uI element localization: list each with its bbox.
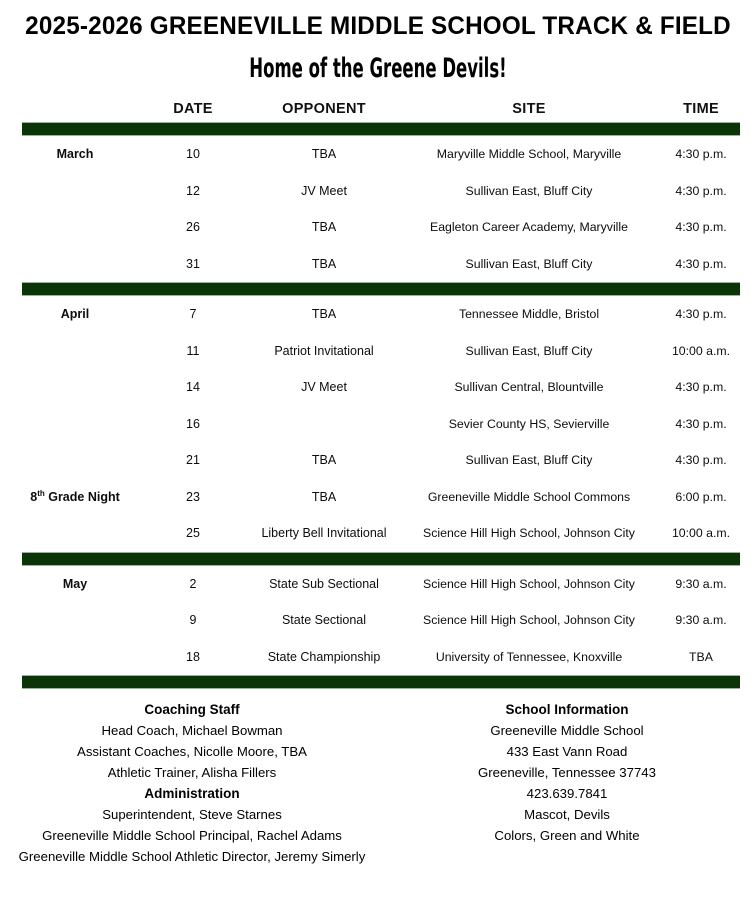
school-information-line: 423.639.7841 <box>526 786 608 801</box>
row-date: 31 <box>186 256 200 271</box>
page-title: 2025-2026 GREENEVILLE MIDDLE SCHOOL TRACK & FIELD <box>25 12 731 40</box>
row-opponent: State Sub Sectional <box>269 576 379 591</box>
row-time: 4:30 p.m. <box>675 256 727 271</box>
row-date: 26 <box>186 220 200 235</box>
row-time: 9:30 a.m. <box>675 613 727 628</box>
row-site: Sullivan East, Bluff City <box>465 256 593 271</box>
coaching-staff-line: Head Coach, Michael Bowman <box>101 723 283 738</box>
row-date: 23 <box>186 489 200 504</box>
column-header-month <box>0 96 150 122</box>
table-row <box>0 639 756 676</box>
table-row <box>0 442 756 479</box>
row-time: 4:30 p.m. <box>675 416 727 431</box>
green-bar <box>22 552 740 566</box>
table-row <box>0 173 756 210</box>
row-site: Science Hill High School, Johnson City <box>423 526 635 541</box>
green-bar <box>22 282 740 296</box>
column-header-site: SITE <box>512 101 546 117</box>
row-date: 18 <box>186 649 200 664</box>
school-information-line: 433 East Vann Road <box>506 744 628 759</box>
ordinal-suffix: th <box>37 489 45 499</box>
school-information-line: Colors, Green and White <box>494 828 640 843</box>
row-opponent: JV Meet <box>301 183 347 198</box>
row-date: 25 <box>186 526 200 541</box>
row-opponent: TBA <box>311 220 337 235</box>
column-header-time: TIME <box>683 101 719 117</box>
row-opponent: TBA <box>311 307 337 322</box>
row-site: Greeneville Middle School Commons <box>427 489 631 504</box>
row-month-label <box>0 369 150 406</box>
table-row <box>0 515 756 552</box>
coaching-staff-line: Assistant Coaches, Nicolle Moore, TBA <box>77 744 307 759</box>
row-opponent: JV Meet <box>301 380 347 395</box>
row-site: Eagleton Career Academy, Maryville <box>430 220 628 235</box>
row-date: 7 <box>189 307 197 322</box>
row-date: 16 <box>186 416 200 431</box>
row-month-label <box>0 246 150 283</box>
row-time: 10:00 a.m. <box>671 526 731 541</box>
row-time: 9:30 a.m. <box>675 576 727 591</box>
row-month-label <box>0 333 150 370</box>
row-date: 2 <box>189 576 197 591</box>
row-opponent: State Sectional <box>281 613 367 628</box>
row-time: 6:00 p.m. <box>675 489 727 504</box>
school-information-column <box>378 699 756 867</box>
row-time: 4:30 p.m. <box>675 220 727 235</box>
coaching-staff-line: Athletic Trainer, Alisha Fillers <box>107 765 277 780</box>
section-divider-bar <box>0 552 756 566</box>
row-site: Sullivan East, Bluff City <box>465 343 593 358</box>
administration-line: Greeneville Middle School Principal, Rachel Adams <box>42 828 342 843</box>
row-site: Tennessee Middle, Bristol <box>458 307 600 322</box>
row-opponent: TBA <box>311 256 337 271</box>
row-time: 10:00 a.m. <box>671 343 731 358</box>
row-site: Sevier County HS, Sevierville <box>448 416 610 431</box>
row-month-label <box>0 209 150 246</box>
row-site: Maryville Middle School, Maryville <box>436 147 622 162</box>
row-date: 10 <box>186 147 200 162</box>
school-information-line: Greeneville, Tennessee 37743 <box>478 765 656 780</box>
column-header-date: DATE <box>173 101 213 117</box>
column-header-opponent: OPPONENT <box>282 101 366 117</box>
row-site: Sullivan East, Bluff City <box>465 453 593 468</box>
row-opponent: TBA <box>311 489 337 504</box>
row-site: Sullivan Central, Blountville <box>454 380 604 395</box>
green-bar <box>22 675 740 689</box>
row-opponent: State Championship <box>267 649 381 664</box>
row-month-label <box>0 173 150 210</box>
row-opponent: TBA <box>311 147 337 162</box>
row-date: 21 <box>186 453 200 468</box>
administration-heading: Administration <box>144 786 240 801</box>
section-divider-bar <box>0 122 756 136</box>
row-time: 4:30 p.m. <box>675 380 727 395</box>
row-opponent <box>236 406 412 443</box>
section-divider-bar <box>0 282 756 296</box>
row-date: 14 <box>186 380 200 395</box>
schedule-table <box>0 96 756 689</box>
row-opponent: Patriot Invitational <box>274 343 374 358</box>
green-bar <box>22 122 740 136</box>
table-row <box>0 602 756 639</box>
coaching-staff-heading: Coaching Staff <box>144 702 240 717</box>
row-time: 4:30 p.m. <box>675 453 727 468</box>
table-row <box>0 296 756 333</box>
table-header-row <box>0 96 756 122</box>
table-row <box>0 369 756 406</box>
footer <box>0 699 756 867</box>
row-opponent: Liberty Bell Invitational <box>261 526 387 541</box>
row-date: 11 <box>186 343 200 358</box>
school-information-heading: School Information <box>505 702 629 717</box>
row-time: 4:30 p.m. <box>675 147 727 162</box>
table-row <box>0 246 756 283</box>
coaching-staff-column <box>0 699 378 867</box>
administration-line: Greeneville Middle School Athletic Director, Jeremy Simerly <box>18 849 366 864</box>
table-row <box>0 136 756 173</box>
row-site: University of Tennessee, Knoxville <box>435 649 623 664</box>
page-subtitle: Home of the Greene Devils! <box>249 53 507 84</box>
row-time: 4:30 p.m. <box>675 183 727 198</box>
row-month-label <box>0 406 150 443</box>
row-date: 12 <box>186 183 200 198</box>
table-row <box>0 406 756 443</box>
row-opponent: TBA <box>311 453 337 468</box>
row-time: 4:30 p.m. <box>675 307 727 322</box>
row-month-label: May <box>62 576 88 591</box>
school-information-line: Greeneville Middle School <box>490 723 644 738</box>
row-site: Science Hill High School, Johnson City <box>423 576 635 591</box>
row-month-label <box>0 442 150 479</box>
table-row <box>0 566 756 603</box>
row-month-label <box>0 639 150 676</box>
table-row <box>0 479 756 516</box>
row-month-label: April <box>60 307 90 322</box>
row-month-label: March <box>56 147 94 162</box>
row-month-label: 8th Grade Night <box>30 489 120 505</box>
table-row <box>0 333 756 370</box>
row-site: Sullivan East, Bluff City <box>465 183 593 198</box>
row-month-label <box>0 515 150 552</box>
administration-line: Superintendent, Steve Starnes <box>102 807 282 822</box>
row-date: 9 <box>189 613 197 628</box>
section-divider-bar <box>0 675 756 689</box>
school-information-line: Mascot, Devils <box>524 807 610 822</box>
row-month-label <box>0 602 150 639</box>
table-row <box>0 209 756 246</box>
row-time: TBA <box>689 649 713 664</box>
row-site: Science Hill High School, Johnson City <box>423 613 635 628</box>
